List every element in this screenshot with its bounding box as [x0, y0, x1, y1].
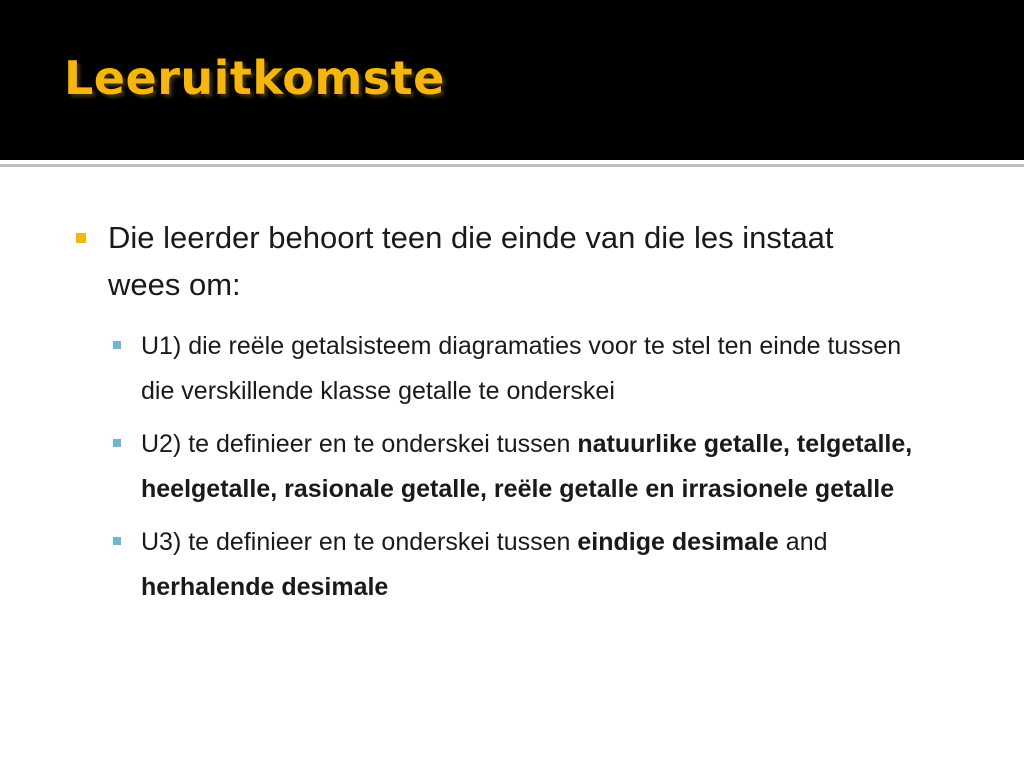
outcome-u3-terminating-decimals: eindige desimale — [577, 528, 779, 556]
title-divider-gray — [0, 164, 1024, 167]
slide-title: Leeruitkomste — [64, 51, 445, 105]
outcome-u3 — [141, 520, 931, 610]
outcome-u3-recurring-decimals: herhalende desimale — [141, 573, 389, 601]
outcome-u1-text: U1) die reële getalsisteem diagramaties voor te stel ten einde tussen die verskillende klasse getalle te onderskei — [141, 332, 902, 405]
outcome-u3-prefix: U3) te definieer en te onderskei tussen — [141, 528, 578, 556]
square-bullet-icon — [113, 537, 121, 545]
title-bar — [0, 0, 1024, 160]
outcome-u2 — [141, 422, 931, 512]
bullet-intro — [108, 214, 908, 308]
slide-content — [0, 214, 1024, 610]
outcome-u3-connector: and — [778, 528, 828, 556]
square-bullet-icon — [113, 439, 121, 447]
square-bullet-icon — [113, 341, 121, 349]
intro-text: Die leerder behoort teen die einde van die les instaat wees om: — [108, 220, 834, 302]
outcome-u1 — [141, 324, 931, 414]
outcome-u2-number-types: natuurlike getalle, telgetalle, heelgetalle, rasionale getalle, reële getalle en irrasionele getalle — [141, 430, 913, 503]
outcome-u2-prefix: U2) te definieer en te onderskei tussen — [141, 430, 578, 458]
outcomes-list — [141, 324, 931, 610]
square-bullet-icon — [76, 233, 86, 243]
